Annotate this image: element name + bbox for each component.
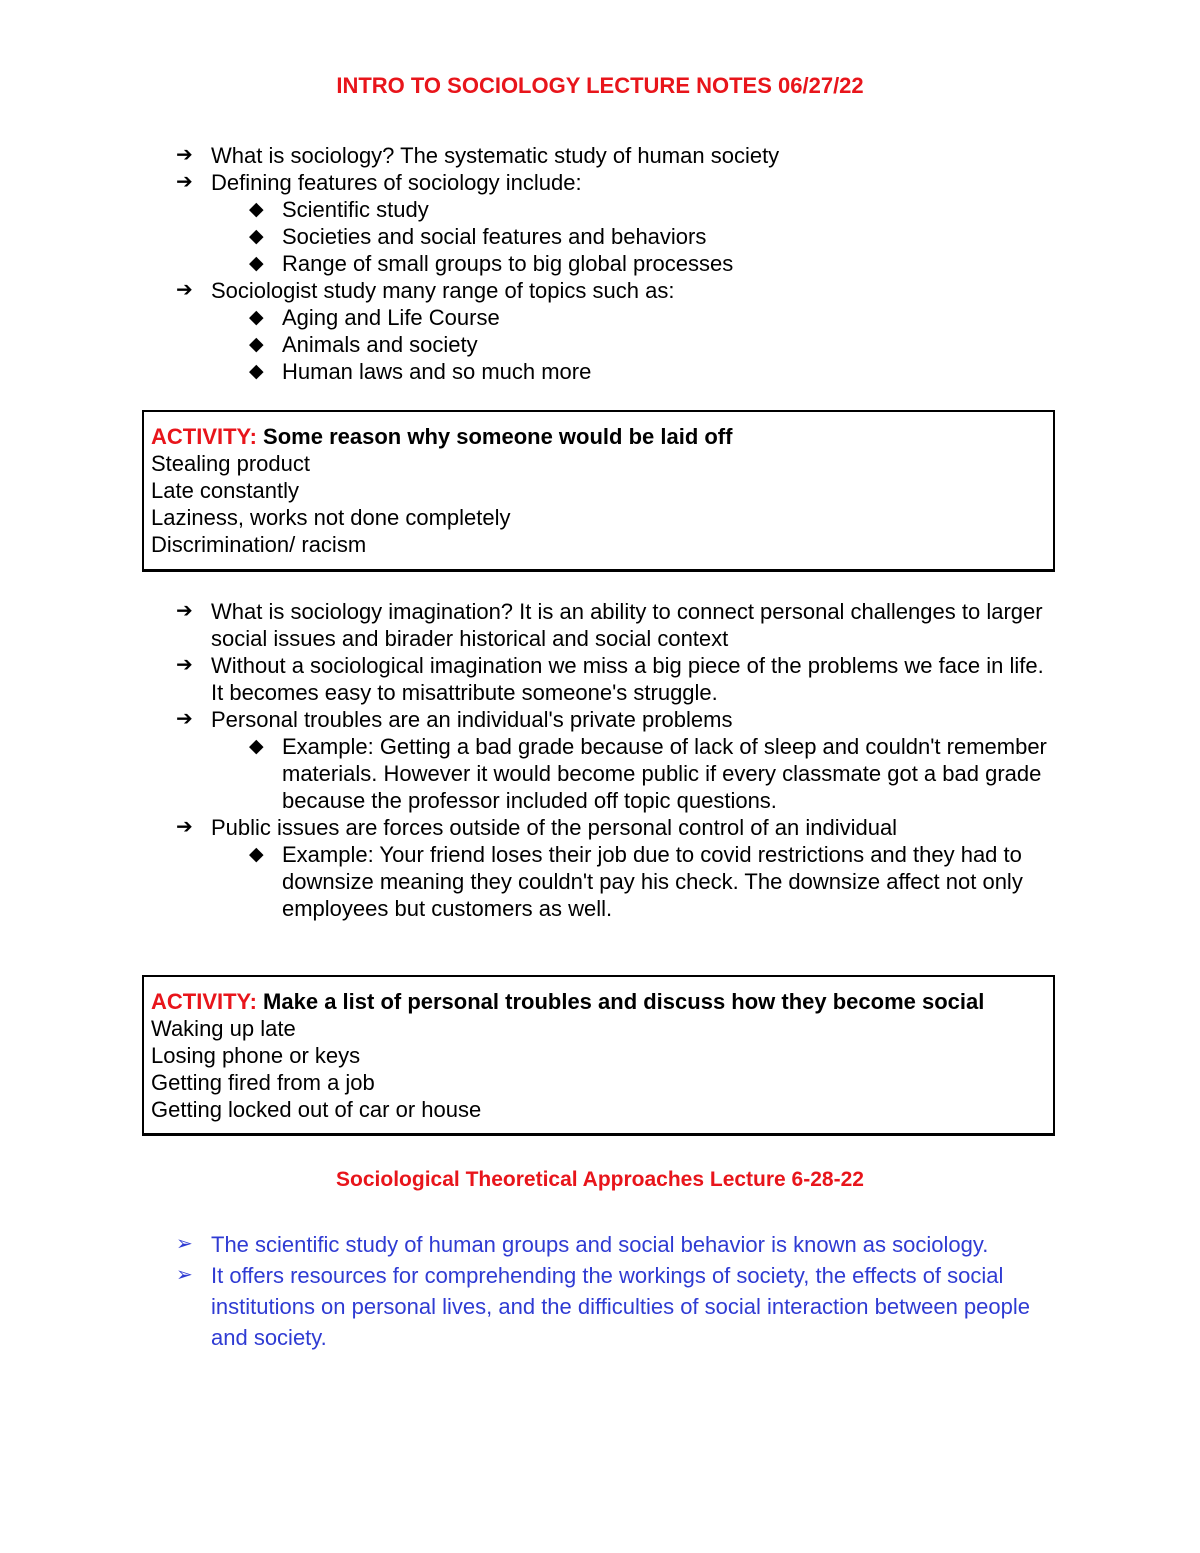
activity-box-laid-off [142,410,1055,572]
arrow-bullet-icon: ➔ [176,144,193,166]
diamond-bullet-icon: ◆ [249,361,264,382]
list-item: ➢ It offers resources for comprehending the workings of society, the effects of social institutions on personal lives, and the difficulties of social interaction between people and society. [0,1260,1200,1353]
arrowhead-bullet-icon: ➢ [176,1233,193,1255]
diamond-bullet-icon: ◆ [249,334,264,355]
activity-answer: Getting fired from a job [151,1070,375,1095]
list-item: ➔ Without a sociological imagination we miss a big piece of the problems we face in life. It becomes easy to misattribute someone's struggle. [176,653,1044,705]
list-item: ◆ Aging and Life Course [249,305,500,330]
activity-answer: Losing phone or keys [151,1043,361,1068]
list-item: ◆ Human laws and so much more [249,359,592,384]
arrow-bullet-icon: ➔ [176,816,193,838]
activity-prompt: Make a list of personal troubles and discuss how they become social [263,989,985,1014]
list-item: ➔ Defining features of sociology include: [176,170,582,195]
list-item: ➔ Personal troubles are an individual's private problems [176,707,733,732]
list-item: ➔ Sociologist study many range of topics such as: [176,278,675,303]
diamond-bullet-icon: ◆ [249,307,264,328]
activity-answer: Late constantly [151,478,299,503]
section-title: Sociological Theoretical Approaches Lecture 6-28-22 [336,1168,864,1191]
activity-answer: Stealing product [151,451,310,476]
sociology-intro-list [0,142,1200,385]
diamond-bullet-icon: ◆ [249,199,264,220]
list-item: ◆ Range of small groups to big global processes [249,251,734,276]
activity-label: ACTIVITY: [151,989,257,1014]
activity-box-personal-troubles [142,975,1055,1136]
list-item: ◆ Scientific study [249,197,429,222]
list-item: ➢ The scientific study of human groups and social behavior is known as sociology. [0,1229,1200,1260]
diamond-bullet-icon: ◆ [249,253,264,274]
list-item: ◆ Example: Your friend loses their job due to covid restrictions and they had to downsize meaning they couldn't pay his check. The downsize affect not only employees but customers as well. [249,842,1023,921]
activity-heading [151,988,1053,1015]
activity-answer: Laziness, works not done completely [151,505,511,530]
arrow-bullet-icon: ➔ [176,654,193,676]
diamond-bullet-icon: ◆ [249,844,264,865]
activity-prompt: Some reason why someone would be laid off [263,424,733,449]
activity-answer: Getting locked out of car or house [151,1097,482,1122]
arrowhead-bullet-icon: ➢ [176,1264,193,1286]
list-item: ◆ Example: Getting a bad grade because of lack of sleep and couldn't remember materials. However it would become public if every classmate got a bad grade because the professor included off topic questions. [249,734,1047,813]
activity-heading [151,423,1053,450]
lecture-title: INTRO TO SOCIOLOGY LECTURE NOTES 06/27/22 [336,73,864,98]
arrow-bullet-icon: ➔ [176,171,193,193]
sociological-imagination-list [0,598,1200,922]
arrow-bullet-icon: ➔ [176,600,193,622]
arrow-bullet-icon: ➔ [176,279,193,301]
theoretical-approaches-list [0,1229,1200,1353]
arrow-bullet-icon: ➔ [176,708,193,730]
list-item: ➔ What is sociology? The systematic study of human society [176,143,780,168]
diamond-bullet-icon: ◆ [249,736,264,757]
list-item: ➔ Public issues are forces outside of the personal control of an individual [176,815,898,840]
activity-label: ACTIVITY: [151,424,257,449]
list-item: ◆ Animals and society [249,332,478,357]
diamond-bullet-icon: ◆ [249,226,264,247]
list-item: ◆ Societies and social features and behaviors [249,224,707,249]
list-item: ➔ What is sociology imagination? It is an ability to connect personal challenges to larger social issues and birader historical and social context [176,599,1043,651]
activity-answer: Discrimination/ racism [151,532,367,557]
activity-answer: Waking up late [151,1016,296,1041]
